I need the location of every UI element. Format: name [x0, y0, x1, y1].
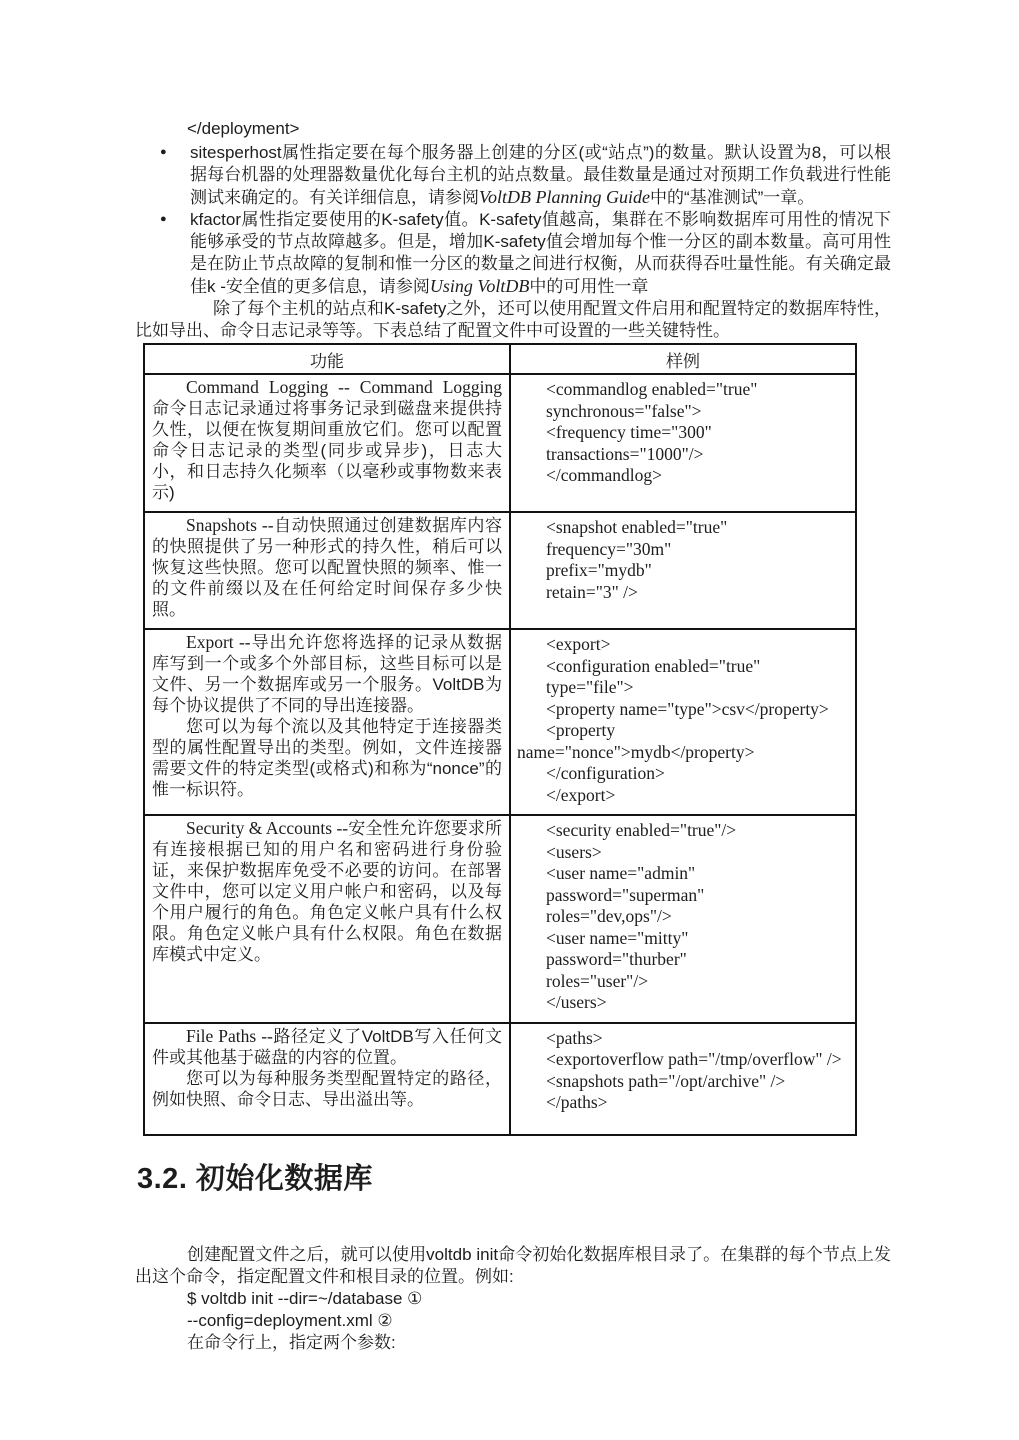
table-header-feature: 功能 [144, 344, 510, 374]
sample-xml-line: roles="dev,ops"/> [546, 906, 672, 926]
table-header-sample: 样例 [510, 344, 856, 374]
feature-cell [144, 512, 510, 629]
feature-cell [144, 629, 510, 815]
closing-deployment-tag: </deployment> [187, 119, 300, 138]
sample-xml-line: </configuration> [546, 763, 665, 783]
sample-xml-line: password="thurber" [546, 949, 687, 969]
bullet-text: 中的可用性一章 [529, 277, 649, 296]
feature-english-label: File Paths -- [186, 1025, 273, 1046]
table-row [144, 629, 856, 815]
sample-xml-line: <exportoverflow path="/tmp/overflow" /> [546, 1049, 842, 1069]
feature-paragraph [152, 632, 502, 716]
bullet-list [135, 142, 891, 298]
table-row [144, 815, 856, 1023]
sample-xml-line: password="superman" [546, 884, 705, 905]
feature-english-label: Security & Accounts -- [186, 818, 349, 838]
sample-xml-line: transactions="1000"/> [546, 443, 704, 464]
table-header-row [144, 344, 856, 374]
sample-cell [510, 815, 856, 1023]
table-row [144, 1023, 856, 1135]
sample-xml-line: frequency="30m" [546, 538, 672, 559]
feature-text: 自动快照通过创建数据库内容的快照提供了另一种形式的持久性，稍后可以恢复这些快照。您可以配置快照的频率、惟一的文件前缀以及在任何给定时间保存多少快照。 [152, 516, 503, 619]
sample-xml-line: <security enabled="true"/> [546, 820, 737, 840]
sample-xml-line: retain="3" /> [546, 581, 638, 602]
sample-xml-line: <paths> [546, 1027, 603, 1048]
feature-paragraph [152, 1026, 502, 1068]
page-content [135, 118, 891, 1354]
sample-cell [510, 629, 856, 815]
feature-paragraph [152, 818, 502, 965]
config-table-head [144, 344, 856, 374]
feature-text: 路径定义了VoltDB写入任何文件或其他基于磁盘的内容的位置。 [152, 1026, 502, 1067]
bullet-text: 中的“基准测试”一章。 [649, 188, 815, 207]
sample-xml-line: </paths> [546, 1092, 608, 1112]
command-line-init: $ voltdb init --dir=~/database ① [187, 1288, 423, 1308]
sample-xml-line: name="nonce">mydb</property> [517, 741, 755, 762]
sample-xml-line: </users> [546, 992, 607, 1012]
config-table-body [144, 374, 856, 1135]
init-paragraph: 创建配置文件之后，就可以使用voltdb init命令初始化数据库根目录了。在集群的每个节点上发出这个命令，指定配置文件和根目录的位置。例如: [135, 1244, 891, 1286]
bullet-text: sitesperhost属性指定要在每个服务器上创建的分区(或“站点”)的数量。默认设置为8，可以根据每台机器的处理器数量优化每台主机的站点数量。最佳数量是通过对预期工作负载进行性能测试来确定的。有关详细信息，请参阅 [190, 143, 891, 207]
bullet-text: kfactor属性指定要使用的K-safety值。K-safety值越高，集群在不影响数据库可用性的情况下能够承受的节点故障越多。但是，增加K-safety值会增加每个惟一分区的副本数量。高可用性是在防止节点故障的复制和惟一分区的数量之间进行权衡，从而获得吞吐量性能。有关确定最佳k -安全值的更多信息，请参阅 [190, 210, 891, 296]
feature-paragraph [152, 716, 502, 800]
feature-cell [144, 1023, 510, 1135]
feature-english-label: Command Logging -- Command Logging [186, 377, 502, 397]
sample-xml-line: <frequency time="300" [546, 422, 712, 442]
feature-english-label: Snapshots -- [186, 515, 274, 535]
sample-xml-line: roles="user"/> [546, 970, 649, 991]
sample-xml-line: <property name="type">csv</property> [546, 698, 829, 719]
feature-paragraph [152, 1068, 502, 1110]
bullet-icon: ● [160, 146, 167, 158]
bullet-icon: ● [160, 213, 167, 225]
sample-xml-line: <property [546, 720, 616, 740]
closing-line: 在命令行上，指定两个参数: [187, 1332, 396, 1352]
feature-text: 安全性允许您要求所有连接根据已知的用户名和密码进行身份验证，来保护数据库免受不必要的访问。在部署文件中，您可以定义用户帐户和密码，以及每个用户履行的角色。角色定义帐户具有什么权限。角色定义帐户具有什么权限。角色在数据库模式中定义。 [152, 819, 503, 964]
feature-text: 您可以为每种服务类型配置特定的路径，例如快照、命令日志、导出溢出等。 [152, 1068, 502, 1109]
command-line-config: --config=deployment.xml ② [187, 1310, 393, 1330]
bullet-item-sitesperhost [135, 142, 891, 209]
sample-xml-line: <export> [546, 634, 611, 654]
sample-cell [510, 1023, 856, 1135]
table-row [144, 374, 856, 512]
sample-xml-line: <snapshots path="/opt/archive" /> [546, 1070, 786, 1091]
sample-xml-line: </export> [546, 784, 616, 805]
feature-text: 命令日志记录通过将事务记录到磁盘来提供持久性，以便在恢复期间重放它们。您可以配置命令日志记录的类型(同步或异步)，日志大小，和日志持久化频率（以毫秒或事物数来表示) [152, 399, 502, 502]
feature-text: 导出允许您将选择的记录从数据库写到一个或多个外部目标，这些目标可以是文件、另一个数据库或另一个服务。VoltDB为每个协议提供了不同的导出连接器。 [152, 633, 502, 715]
bullet-item-kfactor [135, 209, 891, 298]
feature-english-label: Export -- [186, 632, 251, 652]
book-title-planning-guide: VoltDB Planning Guide [479, 187, 650, 207]
feature-cell [144, 374, 510, 512]
sample-cell [510, 374, 856, 512]
sample-xml-line: <users> [546, 841, 602, 862]
sample-xml-line: <snapshot enabled="true" [546, 517, 728, 537]
sample-xml-line: </commandlog> [546, 465, 662, 485]
book-title-using-voltdb: Using VoltDB [429, 276, 530, 296]
config-table [143, 343, 857, 1136]
feature-paragraph [152, 377, 502, 398]
sample-xml-line: <user name="mitty" [546, 927, 689, 948]
sample-xml-line: prefix="mydb" [546, 560, 652, 580]
table-row [144, 512, 856, 629]
intro-paragraph: 除了每个主机的站点和K-safety之外，还可以使用配置文件启用和配置特定的数据库特性，比如导出、命令日志记录等等。下表总结了配置文件中可设置的一些关键特性。 [135, 299, 891, 340]
sample-xml-line: synchronous="false"> [546, 400, 702, 421]
sample-cell [510, 512, 856, 629]
section-heading: 3.2. 初始化数据库 [137, 1162, 373, 1195]
sample-xml-line: <user name="admin" [546, 863, 696, 883]
feature-paragraph [152, 515, 502, 620]
feature-paragraph [152, 398, 502, 503]
feature-text: 您可以为每个流以及其他特定于连接器类型的属性配置导出的类型。例如，文件连接器需要文件的特定类型(或格式)和称为“nonce”的惟一标识符。 [152, 717, 502, 799]
sample-xml-line: <configuration enabled="true" type="file"> [546, 655, 761, 697]
sample-xml-line: <commandlog enabled="true" [546, 379, 758, 399]
feature-cell [144, 815, 510, 1023]
